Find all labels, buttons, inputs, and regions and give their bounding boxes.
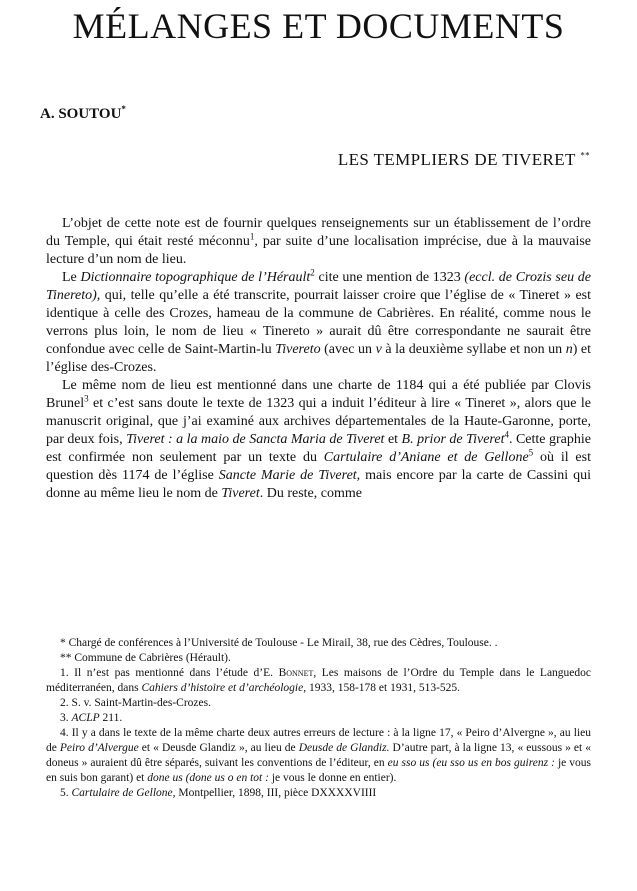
article-title — [338, 150, 590, 170]
footnote-title: ** Commune de Cabrières (Hérault). — [60, 652, 231, 664]
text-run: et — [384, 432, 402, 447]
footnotes — [46, 636, 591, 801]
text-run: cite une mention de 1323 — [314, 270, 465, 285]
text-run: et « Deusde Glandiz », au lieu de — [138, 742, 299, 754]
text-run: Le même nom de lieu est mentionné dans une charte de 1184 qui a été publiée par Clovis Brunel — [46, 378, 591, 411]
text-run: et c’est sans doute le texte de 1323 qui a induit l’éditeur à lire « Tineret », alors que le manuscrit original, que j’ai examiné aux archives départementales de la Haute-Garonne, porte, par deux fois, — [46, 396, 591, 447]
text-run: . Du reste, comme — [259, 486, 362, 501]
text-run: ) et l’église des-Crozes. — [46, 342, 592, 375]
text-run: 1. Il n’est pas mentionné dans l’étude d’E. — [60, 667, 279, 679]
text-run: 3. — [60, 712, 72, 724]
text-run: qui, telle qu’elle a été transcrite, pourrait laisser croire que l’église de « Tineret » est identique à celle des Crozes, hameau de la commune de Cabrières. En réalité, comme nous le verrons plus loin, le nom de lieu « Tinereto » aurait dû être correspondante ne saurait être confondue avec celle de Saint-Martin-lu — [46, 288, 591, 357]
text-run-italic: ACLP — [71, 712, 100, 724]
footnote-ref-2: 2 — [310, 267, 315, 278]
text-run-italic: v — [375, 342, 382, 357]
author-name — [40, 106, 126, 123]
author-name-text: A. SOUTOU — [40, 106, 122, 122]
text-run-italic: Cartulaire de Gellone, — [71, 787, 176, 799]
section-title: MÉLANGES ET DOCUMENTS — [72, 6, 565, 46]
author-footnote-mark: * — [121, 104, 126, 114]
text-run-smallcaps: Bonnet — [278, 667, 314, 679]
text-run-italic: Sancte Marie de Tiveret, — [218, 468, 361, 483]
footnote-ref-1: 1 — [249, 231, 255, 242]
article-title-footnote-mark: ** — [580, 150, 590, 161]
text-run: à la deuxième syllabe et non un — [381, 342, 566, 357]
text-run: 5. — [60, 787, 72, 799]
footnote-3 — [46, 711, 591, 726]
text-run-italic: Tiveret : a la maio de Sancta Maria de Tiveret — [126, 432, 385, 447]
text-run: mais encore par la carte de Cassini qui donne au même lieu le nom de — [46, 468, 591, 501]
paragraph-1 — [46, 215, 591, 269]
text-run-italic: B. prior de Tiveret — [401, 432, 505, 447]
text-run: 4. Il y a dans le texte de la même charte deux autres erreurs de lecture : à la ligne 17, « Peiro d’Alvergne », au lieu de — [46, 727, 591, 754]
footnote-author: * Chargé de conférences à l’Université de Toulouse - Le Mirail, 38, rue des Cèdres, Toulouse. . — [60, 637, 498, 649]
text-run: L’objet de cette note est de fournir quelques renseignements sur un établissement de l’ordre du Temple, qui était resté méconnu — [46, 216, 591, 249]
paragraph-3 — [46, 377, 591, 503]
text-run-italic: eu sso us (eu sso us en bos guirenz : — [387, 757, 555, 769]
text-run-italic: n — [565, 342, 573, 357]
text-run: je vous en suis bon garant) et — [46, 757, 591, 784]
footnote-ref-5: 5 — [528, 447, 534, 458]
text-run-italic: Tiveret — [221, 486, 260, 501]
text-run: . Cette graphie est confirmée non seulement par un texte du — [46, 432, 591, 465]
text-run-italic: (eccl. de Crozis seu de Tinereto), — [46, 270, 591, 303]
text-run: (avec un — [320, 342, 376, 357]
text-run: D’autre part, à la ligne 13, « eussous » et « doneus » auraient dû être séparés, suivant les conventions de l’éditeur, en — [46, 742, 591, 769]
article-title-text: LES TEMPLIERS DE TIVERET — [337, 150, 576, 169]
footnote-5 — [46, 786, 591, 801]
text-run-italic: Cartulaire d’Aniane et de Gellone — [323, 450, 529, 465]
footnote-4 — [46, 726, 591, 786]
text-run: 211. — [99, 712, 123, 724]
text-run: Le — [62, 270, 81, 285]
text-run-italic: done us (done us o en tot : — [147, 772, 269, 784]
text-run: , par suite d’une localisation imprécise, due à la mauvaise lecture d’un nom de lieu. — [46, 234, 591, 267]
text-run: 1933, 158-178 et 1931, 513-525. — [306, 682, 461, 694]
text-run: Montpellier, 1898, III, pièce DXXXXVIIII — [175, 787, 377, 799]
text-run-italic: Deusde de Glandiz. — [298, 742, 390, 754]
footnote-ref-3: 3 — [84, 393, 89, 404]
article-body — [46, 215, 591, 503]
text-run-italic: Peiro d’Alvergue — [59, 742, 139, 754]
footnote-ref-4: 4 — [504, 429, 509, 440]
text-run: , Les maisons de l’Ordre du Temple dans le Languedoc méditerranéen, dans — [46, 667, 592, 694]
footnote-2: 2. S. v. Saint-Martin-des-Crozes. — [60, 697, 211, 709]
text-run-italic: Cahiers d’histoire et d’archéologie, — [141, 682, 307, 694]
footnote-1 — [46, 666, 591, 696]
text-run-italic: Tivereto — [275, 342, 321, 357]
paragraph-2 — [46, 269, 591, 377]
text-run-italic: Dictionnaire topographique de l’Hérault — [80, 270, 311, 285]
text-run: où il est question dès 1174 de l’église — [46, 450, 591, 483]
text-run: je vous le donne en entier). — [268, 772, 397, 784]
